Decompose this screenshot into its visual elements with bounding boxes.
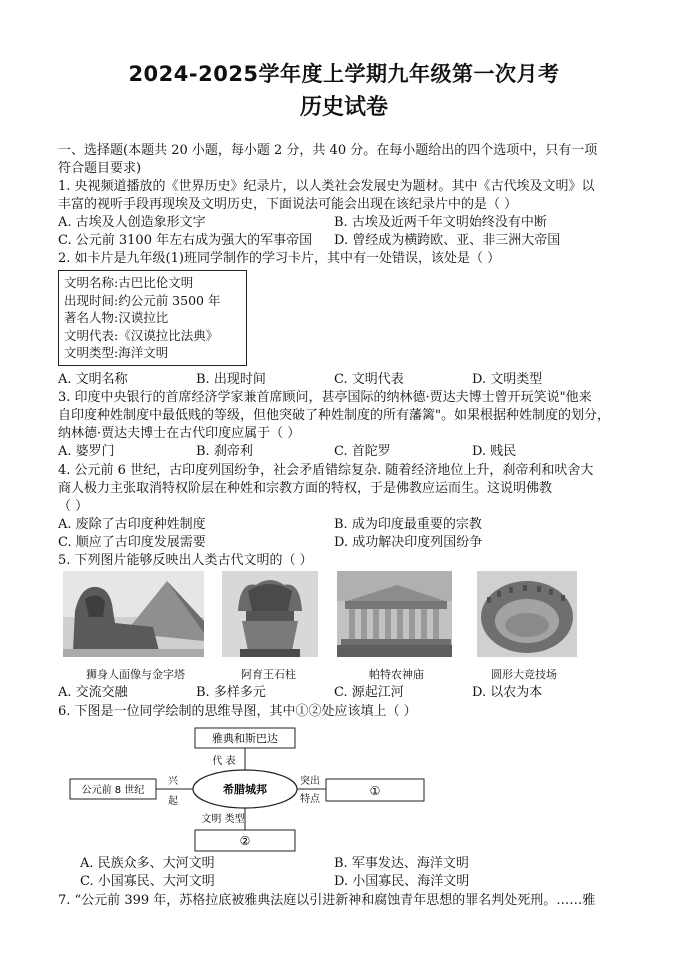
q5-option-d[interactable]: D. 以农为本 (472, 685, 543, 700)
q3-stem: 3. 印度中央银行的首席经济学家兼首席顾问，甚亭国际的纳林德·贾达夫博士曾开玩笑说"他来 (58, 390, 592, 405)
q6-option-c[interactable]: C. 小国寡民、大河文明 (80, 874, 215, 889)
q6-option-a[interactable]: A. 民族众多、大河文明 (80, 856, 215, 871)
q4-option-b[interactable]: B. 成为印度最重要的宗教 (334, 517, 482, 532)
mind-map-right-label: 突出 (300, 776, 320, 787)
q5-option-c[interactable]: C. 源起江河 (334, 685, 404, 700)
q3-option-a[interactable]: A. 婆罗门 (58, 444, 115, 459)
mind-map-bottom-text: ② (239, 834, 251, 848)
q4-stem: 4. 公元前 6 世纪，古印度列国纷争，社会矛盾错综复杂. 随着经济地位上升，刹帝利和吠舍大 (58, 463, 594, 478)
q4-option-a[interactable]: A. 废除了古印度种姓制度 (58, 517, 206, 532)
section-instructions: 一、选择题(本题共 20 小题，每小题 2 分，共 40 分。在每小题给出的四个选项中，只有一项 (58, 143, 598, 158)
q2-option-d[interactable]: D. 文明类型 (472, 372, 543, 387)
q1-stem-cont: 丰富的视听手段再现埃及文明历史，下面说法可能会出现在该纪录片中的是（ ） (58, 197, 518, 212)
q3-stem-end: 纳林德·贾达夫博士在古代印度应属于（ ） (58, 426, 301, 441)
q2-option-b[interactable]: B. 出现时间 (196, 372, 266, 387)
q1-stem: 1. 央视频道播放的《世界历史》纪录片，以人类社会发展史为题材。其中《古代埃及文明》以 (58, 179, 595, 194)
q5-stem: 5. 下列图片能够反映出人类古代文明的（ ） (58, 553, 313, 568)
q6-option-d[interactable]: D. 小国寡民、海洋文明 (334, 874, 470, 889)
q1-option-d[interactable]: D. 曾经成为横跨欧、亚、非三洲大帝国 (334, 233, 561, 248)
photo-caption: 阿育王石柱 (241, 668, 296, 681)
mind-map-left-text: 公元前 8 世纪 (81, 785, 145, 796)
q4-stem-end: （ ） (58, 499, 89, 514)
mind-map-right-text: ① (369, 784, 381, 798)
colosseum-image (477, 571, 577, 657)
q7-stem: 7. “公元前 399 年，苏格拉底被雅典法庭以引进新神和腐蚀青年思想的罪名判处死刑。……雅 (58, 893, 596, 908)
card-line: 文明类型:海洋文明 (64, 345, 169, 360)
card-line: 文明代表:《汉谟拉比法典》 (64, 327, 219, 343)
q5-option-a[interactable]: A. 交流交融 (58, 685, 128, 700)
mind-map (58, 722, 458, 854)
card-line: 著名人物:汉谟拉比 (64, 310, 169, 325)
photo-caption: 狮身人面像与金字塔 (86, 668, 185, 681)
q6-stem: 6. 下图是一位同学绘制的思维导图，其中①②处应该填上（ ） (58, 704, 417, 719)
q3-option-b[interactable]: B. 刹帝利 (196, 444, 253, 459)
q4-option-d[interactable]: D. 成功解决印度列国纷争 (334, 535, 483, 550)
q6-option-b[interactable]: B. 军事发达、海洋文明 (334, 856, 469, 871)
mind-map-bottom-label: 文明 类型 (201, 814, 245, 825)
photo-caption: 帕特农神庙 (369, 668, 424, 681)
q4-option-c[interactable]: C. 顺应了古印度发展需要 (58, 535, 206, 550)
ashoka-pillar-image (222, 571, 318, 657)
q5-option-b[interactable]: B. 多样多元 (196, 685, 266, 700)
q1-option-c[interactable]: C. 公元前 3100 年左右成为强大的军事帝国 (58, 233, 313, 248)
section-instructions-cont: 符合题目要求) (58, 161, 142, 176)
q1-option-b[interactable]: B. 古埃及近两千年文明始终没有中断 (334, 215, 547, 230)
q3-stem-cont: 自印度种姓制度中最低贱的等级，但他突破了种姓制度的所有藩篱"。如果根据种姓制度的划分， (58, 408, 610, 423)
mind-map-right-label: 特点 (300, 794, 320, 805)
q3-option-d[interactable]: D. 贱民 (472, 444, 517, 459)
q4-stem-cont: 商人极力主张取消特权阶层在种姓和宗教方面的特权，于是佛教应运而生。这说明佛教 (58, 481, 553, 496)
study-card (58, 270, 247, 366)
mind-map-left-label: 兴 (168, 776, 178, 787)
mind-map-center-text: 希腊城邦 (223, 783, 267, 796)
mind-map-left-label: 起 (168, 796, 178, 807)
photo-caption: 圆形大竞技场 (491, 668, 557, 681)
card-line: 文明名称:古巴比伦文明 (64, 275, 194, 290)
q2-stem: 2. 如卡片是九年级(1)班同学制作的学习卡片，其中有一处错误，该处是（ ） (58, 251, 501, 266)
card-line: 出现时间:约公元前 3500 年 (64, 292, 221, 308)
q2-option-c[interactable]: C. 文明代表 (334, 372, 404, 387)
q2-option-a[interactable]: A. 文明名称 (58, 372, 128, 387)
sphinx-pyramid-image (63, 571, 204, 657)
exam-subtitle: 历史试卷 (299, 95, 388, 120)
parthenon-image (337, 571, 452, 657)
q1-option-a[interactable]: A. 古埃及人创造象形文字 (58, 215, 206, 230)
mind-map-top-label: 代 表 (212, 756, 236, 767)
exam-title: 2024-2025学年度上学期九年级第一次月考 (128, 62, 560, 86)
q3-option-c[interactable]: C. 首陀罗 (334, 444, 391, 459)
mind-map-top-text: 雅典和斯巴达 (212, 732, 278, 745)
